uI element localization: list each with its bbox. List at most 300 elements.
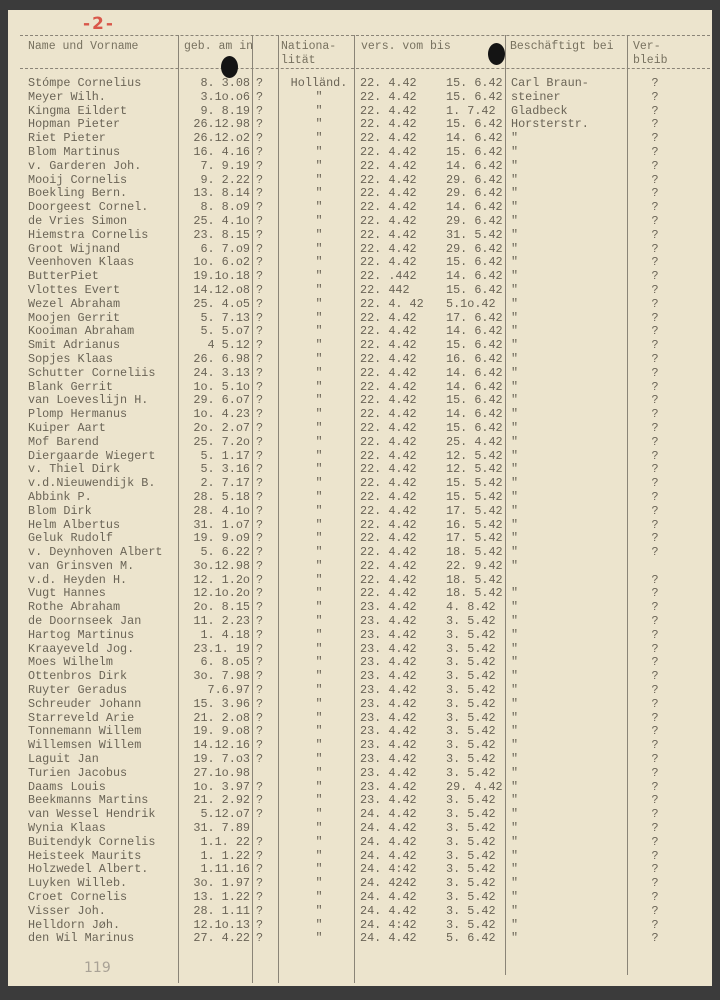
cell-name: Beekmanns Martins bbox=[28, 793, 149, 808]
cell-birthplace: ? bbox=[256, 696, 264, 711]
cell-name: Plomp Hermanus bbox=[28, 407, 128, 422]
cell-whereabouts: ? bbox=[651, 586, 659, 601]
table-row bbox=[8, 243, 712, 257]
cell-whereabouts: ? bbox=[651, 407, 659, 422]
cell-name: van Loeveslijn H. bbox=[28, 393, 149, 408]
cell-born: 5. 3.16 bbox=[200, 462, 250, 477]
cell-name: Schreuder Johann bbox=[28, 696, 142, 711]
cell-nationality: " bbox=[315, 434, 323, 449]
cell-from: 23. 4.42 bbox=[360, 669, 417, 684]
cell-name: Holzwedel Albert. bbox=[28, 862, 149, 877]
table-row bbox=[8, 477, 712, 491]
cell-nationality: " bbox=[315, 379, 323, 394]
cell-name: Starreveld Arie bbox=[28, 710, 135, 725]
cell-birthplace: ? bbox=[256, 572, 264, 587]
cell-from: 22. 4. 42 bbox=[360, 296, 424, 311]
cell-whereabouts: ? bbox=[651, 669, 659, 684]
cell-birthplace: ? bbox=[256, 834, 264, 849]
cell-to: 3. 5.42 bbox=[446, 903, 496, 918]
cell-birthplace: ? bbox=[256, 627, 264, 642]
header-born: geb. am in bbox=[184, 40, 254, 53]
cell-nationality: " bbox=[315, 255, 323, 270]
cell-birthplace: ? bbox=[256, 600, 264, 615]
cell-born: 27. 4.22 bbox=[193, 931, 250, 946]
cell-born: 12.1o.2o bbox=[193, 586, 250, 601]
cell-born: 1. 1.22 bbox=[200, 848, 250, 863]
header-top-rule bbox=[20, 35, 710, 36]
cell-employer: " bbox=[511, 862, 519, 877]
cell-name: Laguit Jan bbox=[28, 752, 99, 767]
cell-employer: " bbox=[511, 558, 519, 573]
cell-birthplace: ? bbox=[256, 738, 264, 753]
document-page bbox=[8, 10, 712, 986]
table-row bbox=[8, 587, 712, 601]
cell-born: 21. 2.92 bbox=[193, 793, 250, 808]
cell-from: 22. 4.42 bbox=[360, 517, 417, 532]
cell-employer: " bbox=[511, 586, 519, 601]
cell-whereabouts: ? bbox=[651, 876, 659, 891]
cell-born: 9. 8.19 bbox=[200, 103, 250, 118]
cell-birthplace: ? bbox=[256, 338, 264, 353]
cell-to: 16. 5.42 bbox=[446, 517, 503, 532]
cell-from: 22. 4.42 bbox=[360, 572, 417, 587]
table-row bbox=[8, 932, 712, 946]
cell-name: Rothe Abraham bbox=[28, 600, 121, 615]
cell-nationality: " bbox=[315, 227, 323, 242]
cell-born: 1. 4.18 bbox=[200, 627, 250, 642]
table-row bbox=[8, 325, 712, 339]
cell-employer: " bbox=[511, 434, 519, 449]
table-row bbox=[8, 863, 712, 877]
cell-to: 3. 5.42 bbox=[446, 765, 496, 780]
cell-employer: " bbox=[511, 131, 519, 146]
cell-whereabouts: ? bbox=[651, 710, 659, 725]
table-row bbox=[8, 574, 712, 588]
cell-whereabouts: ? bbox=[651, 793, 659, 808]
cell-born: 7.6.97 bbox=[207, 683, 250, 698]
cell-nationality: " bbox=[315, 186, 323, 201]
cell-whereabouts: ? bbox=[651, 200, 659, 215]
cell-from: 24. 4.42 bbox=[360, 903, 417, 918]
cell-born: 2. 7.17 bbox=[200, 476, 250, 491]
cell-name: Luyken Willeb. bbox=[28, 876, 128, 891]
cell-nationality: " bbox=[315, 862, 323, 877]
table-row bbox=[8, 739, 712, 753]
cell-employer: " bbox=[511, 834, 519, 849]
cell-name: Hopman Pieter bbox=[28, 117, 121, 132]
cell-name: Blom Martinus bbox=[28, 144, 121, 159]
cell-to: 3. 5.42 bbox=[446, 669, 496, 684]
cell-whereabouts: ? bbox=[651, 393, 659, 408]
cell-birthplace: ? bbox=[256, 586, 264, 601]
cell-born: 1o. 5.1o bbox=[193, 379, 250, 394]
cell-from: 23. 4.42 bbox=[360, 600, 417, 615]
cell-born: 26.12.98 bbox=[193, 117, 250, 132]
table-row bbox=[8, 160, 712, 174]
table-row bbox=[8, 118, 712, 132]
cell-born: 2o. 8.15 bbox=[193, 600, 250, 615]
cell-nationality: " bbox=[315, 282, 323, 297]
cell-to: 16. 6.42 bbox=[446, 351, 503, 366]
cell-employer: " bbox=[511, 296, 519, 311]
cell-name: de Vries Simon bbox=[28, 213, 128, 228]
cell-birthplace: ? bbox=[256, 213, 264, 228]
cell-whereabouts: ? bbox=[651, 186, 659, 201]
cell-from: 22. 4.42 bbox=[360, 531, 417, 546]
table-row bbox=[8, 353, 712, 367]
table-row bbox=[8, 643, 712, 657]
cell-birthplace: ? bbox=[256, 641, 264, 656]
cell-to: 12. 5.42 bbox=[446, 462, 503, 477]
cell-nationality: " bbox=[315, 131, 323, 146]
cell-from: 22. 4.42 bbox=[360, 351, 417, 366]
table-row bbox=[8, 381, 712, 395]
cell-born: 1.11.16 bbox=[200, 862, 250, 877]
cell-birthplace: ? bbox=[256, 310, 264, 325]
cell-birthplace: ? bbox=[256, 76, 264, 90]
cell-nationality: " bbox=[315, 476, 323, 491]
cell-employer: " bbox=[511, 890, 519, 905]
cell-nationality: " bbox=[315, 213, 323, 228]
cell-to: 3. 5.42 bbox=[446, 655, 496, 670]
cell-employer: " bbox=[511, 752, 519, 767]
cell-whereabouts: ? bbox=[651, 627, 659, 642]
cell-employer: " bbox=[511, 269, 519, 284]
cell-employer: " bbox=[511, 876, 519, 891]
cell-from: 22. 4.42 bbox=[360, 310, 417, 325]
cell-nationality: " bbox=[315, 600, 323, 615]
cell-employer: " bbox=[511, 158, 519, 173]
cell-to: 18. 5.42 bbox=[446, 572, 503, 587]
cell-to: 3. 5.42 bbox=[446, 724, 496, 739]
cell-name: van Wessel Hendrik bbox=[28, 807, 156, 822]
punch-hole bbox=[488, 43, 505, 65]
cell-employer: " bbox=[511, 669, 519, 684]
cell-name: Moojen Gerrit bbox=[28, 310, 121, 325]
cell-born: 19. 9.o9 bbox=[193, 531, 250, 546]
cell-employer: " bbox=[511, 600, 519, 615]
cell-employer: " bbox=[511, 324, 519, 339]
table-row bbox=[8, 187, 712, 201]
cell-to: 18. 5.42 bbox=[446, 586, 503, 601]
table-row bbox=[8, 808, 712, 822]
cell-birthplace: ? bbox=[256, 655, 264, 670]
cell-to: 12. 5.42 bbox=[446, 448, 503, 463]
cell-birthplace: ? bbox=[256, 476, 264, 491]
cell-to: 29. 6.42 bbox=[446, 186, 503, 201]
cell-whereabouts: ? bbox=[651, 172, 659, 187]
table-row bbox=[8, 546, 712, 560]
cell-whereabouts: ? bbox=[651, 324, 659, 339]
cell-nationality: " bbox=[315, 172, 323, 187]
cell-born: 16. 4.16 bbox=[193, 144, 250, 159]
cell-name: Diergaarde Wiegert bbox=[28, 448, 156, 463]
cell-birthplace: ? bbox=[256, 531, 264, 546]
cell-name: ButterPiet bbox=[28, 269, 99, 284]
cell-from: 23. 4.42 bbox=[360, 683, 417, 698]
cell-name: v.d.Nieuwendijk B. bbox=[28, 476, 156, 491]
cell-birthplace: ? bbox=[256, 255, 264, 270]
cell-whereabouts: ? bbox=[651, 821, 659, 836]
table-row bbox=[8, 174, 712, 188]
cell-nationality: " bbox=[315, 793, 323, 808]
cell-birthplace: ? bbox=[256, 489, 264, 504]
cell-name: Riet Pieter bbox=[28, 131, 106, 146]
cell-birthplace: ? bbox=[256, 614, 264, 629]
cell-birthplace: ? bbox=[256, 931, 264, 946]
cell-born: 5. 6.22 bbox=[200, 545, 250, 560]
table-row bbox=[8, 270, 712, 284]
table-row bbox=[8, 284, 712, 298]
table-row bbox=[8, 560, 712, 574]
cell-nationality: " bbox=[315, 917, 323, 932]
cell-nationality: " bbox=[315, 144, 323, 159]
cell-to: 15. 6.42 bbox=[446, 117, 503, 132]
cell-born: 28. 5.18 bbox=[193, 489, 250, 504]
cell-birthplace: ? bbox=[256, 876, 264, 891]
cell-from: 23. 4.42 bbox=[360, 793, 417, 808]
cell-employer: " bbox=[511, 765, 519, 780]
cell-from: 22. 4.42 bbox=[360, 338, 417, 353]
cell-employer: " bbox=[511, 614, 519, 629]
cell-to: 3. 5.42 bbox=[446, 890, 496, 905]
cell-name: Tonnemann Willem bbox=[28, 724, 142, 739]
cell-to: 25. 4.42 bbox=[446, 434, 503, 449]
cell-born: 5.12.o7 bbox=[200, 807, 250, 822]
cell-nationality: " bbox=[315, 489, 323, 504]
cell-birthplace: ? bbox=[256, 200, 264, 215]
cell-name: den Wil Marinus bbox=[28, 931, 135, 946]
cell-whereabouts: ? bbox=[651, 158, 659, 173]
cell-born: 7. 9.19 bbox=[200, 158, 250, 173]
cell-employer: " bbox=[511, 144, 519, 159]
cell-nationality: " bbox=[315, 807, 323, 822]
cell-whereabouts: ? bbox=[651, 310, 659, 325]
cell-from: 22. 4.42 bbox=[360, 448, 417, 463]
cell-from: 22. 442 bbox=[360, 282, 410, 297]
cell-born: 29. 6.o7 bbox=[193, 393, 250, 408]
cell-to: 29. 6.42 bbox=[446, 241, 503, 256]
cell-employer: " bbox=[511, 710, 519, 725]
table-row bbox=[8, 794, 712, 808]
cell-name: Kooiman Abraham bbox=[28, 324, 135, 339]
table-row bbox=[8, 132, 712, 146]
cell-name: van Grinsven M. bbox=[28, 558, 135, 573]
cell-employer: " bbox=[511, 420, 519, 435]
cell-to: 14. 6.42 bbox=[446, 324, 503, 339]
table-row bbox=[8, 229, 712, 243]
cell-birthplace: ? bbox=[256, 848, 264, 863]
cell-to: 15. 6.42 bbox=[446, 255, 503, 270]
cell-born: 1o. 6.o2 bbox=[193, 255, 250, 270]
cell-from: 22. 4.42 bbox=[360, 227, 417, 242]
cell-born: 25. 4.o5 bbox=[193, 296, 250, 311]
cell-to: 15. 6.42 bbox=[446, 144, 503, 159]
cell-from: 23. 4.42 bbox=[360, 779, 417, 794]
cell-from: 22. 4.42 bbox=[360, 379, 417, 394]
table-row bbox=[8, 146, 712, 160]
cell-from: 22. 4.42 bbox=[360, 365, 417, 380]
punch-hole bbox=[221, 56, 238, 78]
cell-employer: " bbox=[511, 793, 519, 808]
cell-to: 15. 6.42 bbox=[446, 338, 503, 353]
cell-whereabouts: ? bbox=[651, 503, 659, 518]
table-row bbox=[8, 422, 712, 436]
cell-employer: " bbox=[511, 931, 519, 946]
cell-name: Boekling Bern. bbox=[28, 186, 128, 201]
cell-employer: " bbox=[511, 200, 519, 215]
cell-employer: " bbox=[511, 821, 519, 836]
cell-to: 5.1o.42 bbox=[446, 296, 496, 311]
cell-whereabouts: ? bbox=[651, 379, 659, 394]
cell-to: 15. 5.42 bbox=[446, 489, 503, 504]
header-nationality: Nationa- lität bbox=[281, 40, 337, 67]
cell-to: 3. 5.42 bbox=[446, 641, 496, 656]
cell-to: 15. 6.42 bbox=[446, 89, 503, 104]
cell-born: 1o. 3.97 bbox=[193, 779, 250, 794]
cell-whereabouts: ? bbox=[651, 724, 659, 739]
cell-name: Ottenbros Dirk bbox=[28, 669, 128, 684]
table-row bbox=[8, 836, 712, 850]
cell-nationality: " bbox=[315, 765, 323, 780]
cell-employer: " bbox=[511, 738, 519, 753]
cell-birthplace: ? bbox=[256, 158, 264, 173]
cell-from: 23. 4.42 bbox=[360, 765, 417, 780]
cell-employer: " bbox=[511, 255, 519, 270]
cell-name: Croet Cornelis bbox=[28, 890, 128, 905]
table-row bbox=[8, 656, 712, 670]
cell-nationality: " bbox=[315, 517, 323, 532]
cell-birthplace: ? bbox=[256, 793, 264, 808]
cell-from: 22. 4.42 bbox=[360, 241, 417, 256]
cell-born: 26. 6.98 bbox=[193, 351, 250, 366]
cell-to: 15. 6.42 bbox=[446, 393, 503, 408]
cell-nationality: " bbox=[315, 586, 323, 601]
cell-nationality: " bbox=[315, 627, 323, 642]
cell-name: Vugt Hannes bbox=[28, 586, 106, 601]
cell-employer: " bbox=[511, 903, 519, 918]
cell-name: Abbink P. bbox=[28, 489, 92, 504]
cell-born: 27.1o.98 bbox=[193, 765, 250, 780]
cell-birthplace: ? bbox=[256, 917, 264, 932]
cell-born: 14.12.16 bbox=[193, 738, 250, 753]
table-row bbox=[8, 491, 712, 505]
cell-nationality: " bbox=[315, 931, 323, 946]
cell-birthplace: ? bbox=[256, 724, 264, 739]
table-row bbox=[8, 105, 712, 119]
cell-nationality: " bbox=[315, 696, 323, 711]
cell-to: 3. 5.42 bbox=[446, 821, 496, 836]
cell-born: 1o. 4.23 bbox=[193, 407, 250, 422]
cell-whereabouts: ? bbox=[651, 834, 659, 849]
cell-from: 22. 4.42 bbox=[360, 213, 417, 228]
cell-employer: " bbox=[511, 531, 519, 546]
cell-nationality: " bbox=[315, 158, 323, 173]
cell-nationality: " bbox=[315, 365, 323, 380]
cell-whereabouts: ? bbox=[651, 117, 659, 132]
cell-to: 15. 6.42 bbox=[446, 76, 503, 90]
cell-birthplace: ? bbox=[256, 669, 264, 684]
cell-employer: " bbox=[511, 213, 519, 228]
cell-whereabouts: ? bbox=[651, 614, 659, 629]
table-row bbox=[8, 215, 712, 229]
cell-from: 22. 4.42 bbox=[360, 144, 417, 159]
cell-employer: " bbox=[511, 365, 519, 380]
table-row bbox=[8, 781, 712, 795]
cell-from: 24. 4.42 bbox=[360, 821, 417, 836]
cell-whereabouts: ? bbox=[651, 655, 659, 670]
table-row bbox=[8, 753, 712, 767]
table-row bbox=[8, 891, 712, 905]
cell-name: Moes Wilhelm bbox=[28, 655, 113, 670]
cell-nationality: " bbox=[315, 462, 323, 477]
cell-to: 3. 5.42 bbox=[446, 614, 496, 629]
cell-birthplace: ? bbox=[256, 282, 264, 297]
cell-name: Visser Joh. bbox=[28, 903, 106, 918]
cell-name: Stómpe Cornelius bbox=[28, 76, 142, 90]
cell-nationality: " bbox=[315, 338, 323, 353]
cell-employer: " bbox=[511, 489, 519, 504]
cell-birthplace: ? bbox=[256, 379, 264, 394]
table-row bbox=[8, 698, 712, 712]
cell-born: 5. 1.17 bbox=[200, 448, 250, 463]
cell-whereabouts: ? bbox=[651, 338, 659, 353]
cell-birthplace: ? bbox=[256, 269, 264, 284]
cell-employer: steiner bbox=[511, 89, 561, 104]
table-row bbox=[8, 919, 712, 933]
cell-from: 22. 4.42 bbox=[360, 172, 417, 187]
cell-to: 3. 5.42 bbox=[446, 862, 496, 877]
cell-to: 3. 5.42 bbox=[446, 738, 496, 753]
cell-birthplace: ? bbox=[256, 296, 264, 311]
cell-name: Hartog Martinus bbox=[28, 627, 135, 642]
table-row bbox=[8, 298, 712, 312]
cell-from: 22. 4.42 bbox=[360, 158, 417, 173]
cell-nationality: " bbox=[315, 117, 323, 132]
cell-employer: " bbox=[511, 462, 519, 477]
cell-name: Mof Barend bbox=[28, 434, 99, 449]
cell-born: 5. 5.o7 bbox=[200, 324, 250, 339]
cell-from: 24. 4.42 bbox=[360, 931, 417, 946]
cell-born: 3o. 7.98 bbox=[193, 669, 250, 684]
cell-nationality: " bbox=[315, 572, 323, 587]
cell-nationality: " bbox=[315, 779, 323, 794]
cell-from: 23. 4.42 bbox=[360, 724, 417, 739]
cell-whereabouts: ? bbox=[651, 738, 659, 753]
cell-nationality: " bbox=[315, 324, 323, 339]
cell-whereabouts: ? bbox=[651, 76, 659, 90]
header-employer: Beschäftigt bei bbox=[510, 40, 614, 53]
cell-from: 22. 4.42 bbox=[360, 393, 417, 408]
cell-to: 14. 6.42 bbox=[446, 379, 503, 394]
cell-born: 19.1o.18 bbox=[193, 269, 250, 284]
cell-name: Sopjes Klaas bbox=[28, 351, 113, 366]
cell-nationality: " bbox=[315, 834, 323, 849]
cell-birthplace: ? bbox=[256, 545, 264, 560]
cell-birthplace: ? bbox=[256, 144, 264, 159]
cell-birthplace: ? bbox=[256, 241, 264, 256]
cell-name: Doorgeest Cornel. bbox=[28, 200, 149, 215]
cell-nationality: " bbox=[315, 683, 323, 698]
table-row bbox=[8, 463, 712, 477]
table-row bbox=[8, 394, 712, 408]
cell-birthplace: ? bbox=[256, 420, 264, 435]
cell-name: Ruyter Geradus bbox=[28, 683, 128, 698]
table-row bbox=[8, 367, 712, 381]
cell-whereabouts: ? bbox=[651, 476, 659, 491]
table-row bbox=[8, 408, 712, 422]
table-row bbox=[8, 877, 712, 891]
